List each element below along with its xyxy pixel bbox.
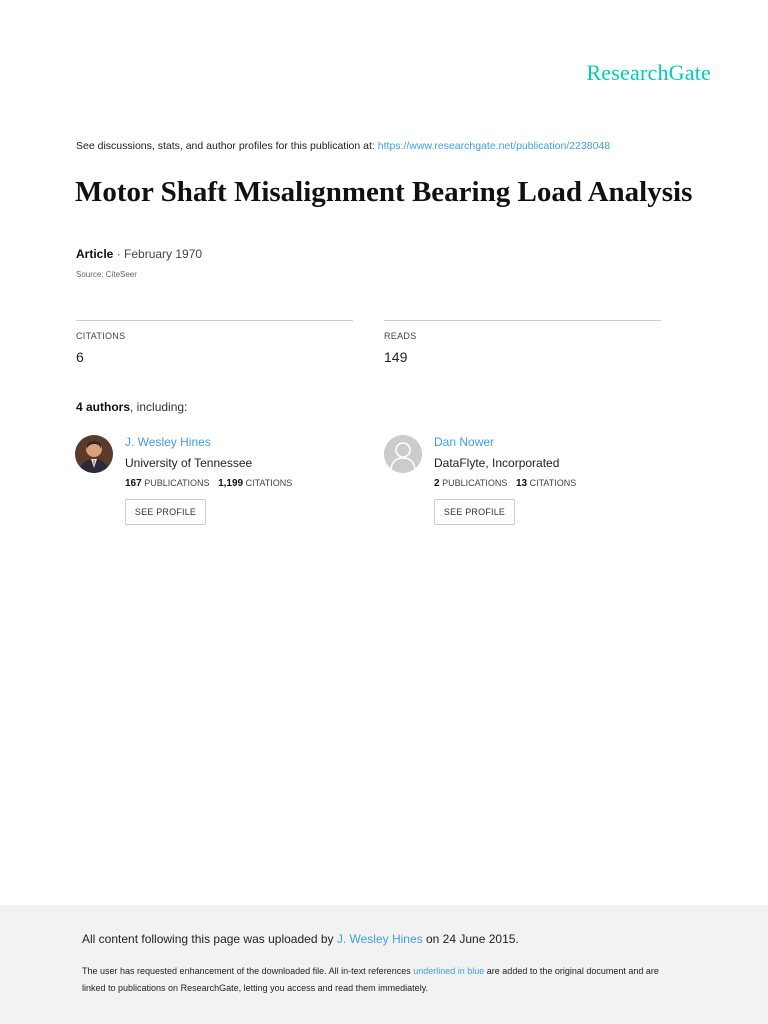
author-citations-count: 1,199 (218, 478, 244, 489)
publication-source: Source: CiteSeer (76, 270, 137, 279)
publication-type: Article (76, 247, 114, 261)
authors-suffix: , including: (130, 400, 188, 414)
see-profile-button[interactable]: SEE PROFILE (125, 499, 206, 525)
author-publications-label: PUBLICATIONS (144, 478, 210, 488)
note-prefix: The user has requested enhancement of the downloaded file. All in-text references (82, 966, 411, 976)
citations-stat (76, 320, 353, 365)
author-publications-label: PUBLICATIONS (442, 478, 508, 488)
default-user-icon (384, 435, 422, 473)
uploader-link[interactable]: J. Wesley Hines (336, 932, 423, 946)
publication-title: Motor Shaft Misalignment Bearing Load Analysis (75, 176, 693, 208)
discussion-line (76, 140, 610, 152)
reads-label: READS (384, 331, 417, 341)
underlined-in-blue-link[interactable]: underlined in blue (413, 966, 485, 976)
discussion-text: See discussions, stats, and author profiles for this publication at: (76, 140, 375, 152)
citations-label: CITATIONS (76, 331, 126, 341)
authors-heading (76, 400, 187, 414)
citations-value: 6 (76, 349, 84, 365)
author-publications-count: 2 (434, 478, 440, 489)
publication-url-link[interactable]: https://www.researchgate.net/publication/2238048 (377, 140, 611, 152)
note-suffix: are added to the original document and are linked to publications on ResearchGate, letting you access and read them immediately. (82, 966, 659, 993)
author-stats (434, 478, 664, 489)
upload-footer (0, 905, 768, 1024)
author-institution: DataFlyte, Incorporated (434, 456, 560, 470)
authors-count: 4 authors (76, 400, 131, 414)
researchgate-logo[interactable]: ResearchGate (586, 60, 711, 85)
reads-value: 149 (384, 349, 408, 365)
person-photo-icon (75, 435, 113, 473)
author-citations-label: CITATIONS (245, 478, 293, 488)
author-citations-label: CITATIONS (529, 478, 577, 488)
reads-stat (384, 320, 661, 365)
see-profile-button[interactable]: SEE PROFILE (434, 499, 515, 525)
publication-date: · February 1970 (116, 247, 203, 261)
author-avatar-placeholder[interactable] (384, 435, 422, 473)
upload-info (82, 932, 519, 946)
author-institution: University of Tennessee (125, 456, 253, 470)
upload-prefix: All content following this page was uploaded by (82, 932, 334, 946)
publication-meta (76, 247, 202, 261)
author-info (434, 435, 664, 525)
author-info (125, 435, 355, 525)
author-name-link[interactable]: Dan Nower (434, 435, 495, 449)
author-avatar-photo[interactable] (75, 435, 113, 473)
author-stats (125, 478, 355, 489)
author-name-link[interactable]: J. Wesley Hines (125, 435, 211, 449)
enhancement-note (82, 963, 682, 997)
upload-suffix: on 24 June 2015. (426, 932, 519, 946)
author-publications-count: 167 (125, 478, 142, 489)
author-citations-count: 13 (515, 478, 528, 489)
